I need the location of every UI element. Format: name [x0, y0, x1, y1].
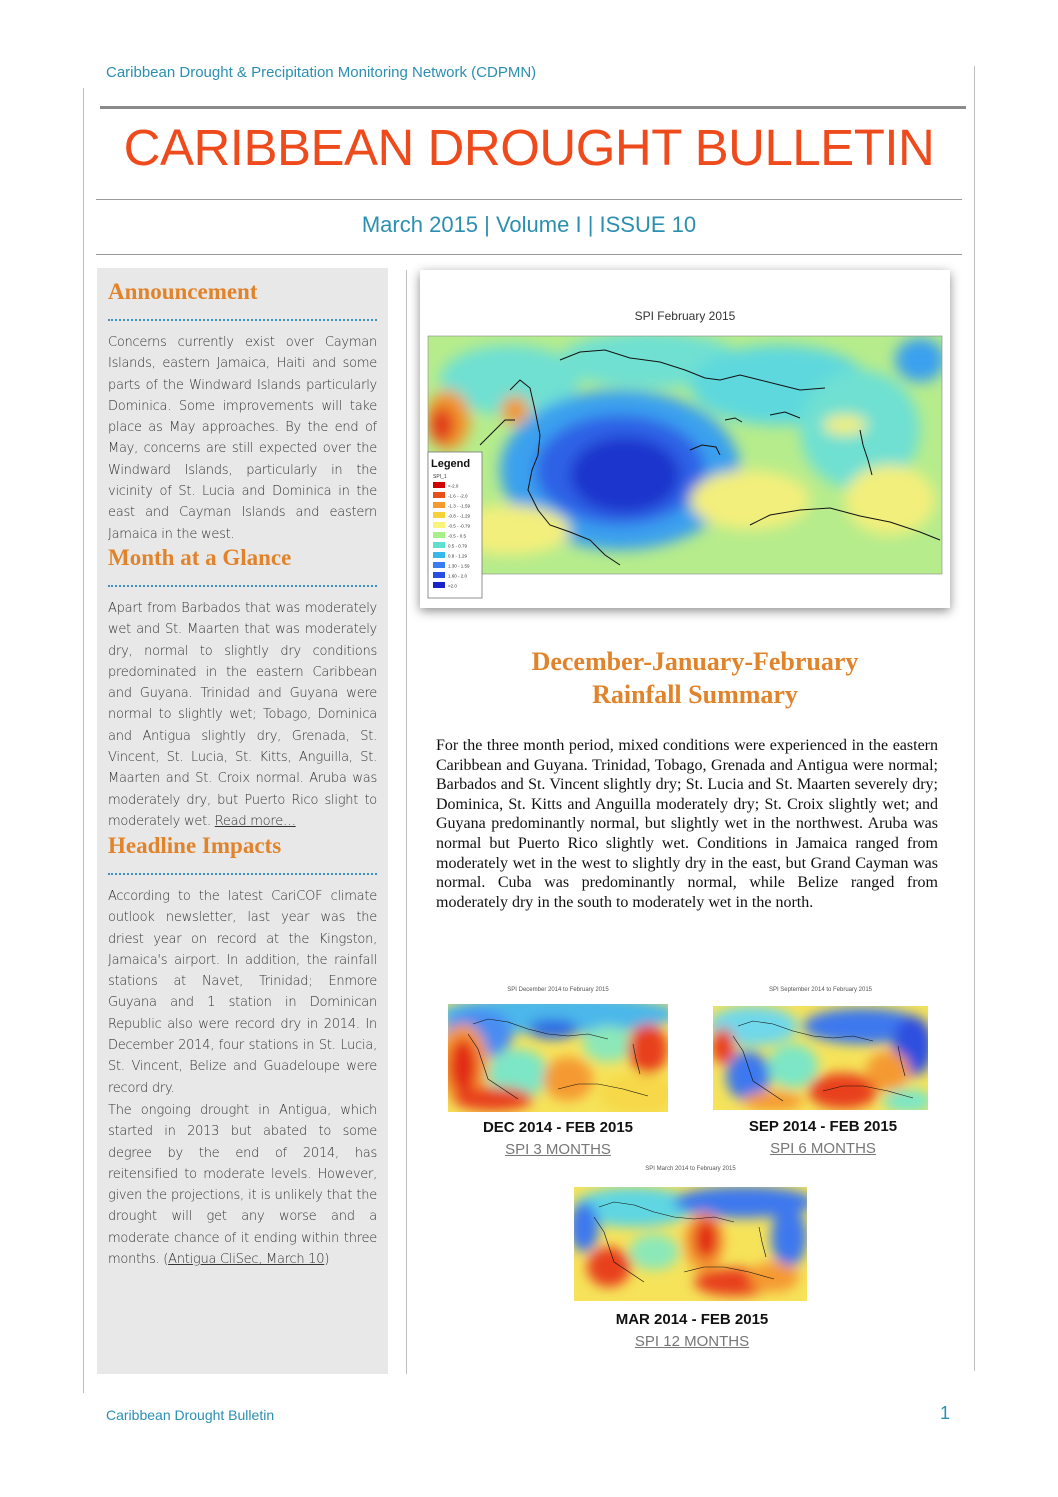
map-legend — [428, 452, 482, 598]
legend-label: -1.3 - -1.59 — [448, 503, 471, 509]
small-map-1-caption: DEC 2014 - FEB 2015 — [482, 1119, 634, 1136]
issue-line: March 2015 | Volume I | ISSUE 10 — [361, 212, 697, 237]
glance-text — [108, 598, 377, 832]
summary-text: For the three month period, mixed conditions were experienced in the eastern Caribbean and Guyana. Trinidad, Tobago, Grenada and Antigua were normal; Barbados and St. Vincent slightly dry; St. Lucia and St. Maarten severely dry; Dominica, St. Kitts and Anguilla moderately dry; St. Croix slightly wet; and Guyana predominantly normal, but slightly wet in the northwest. Aruba was normal but Puerto Rico slightly wet. Conditions in Jamaica ranged from moderately wet in the west to slightly dry in the east, but Grand Cayman was normal. Cuba was predominantly normal, while Belize ranged from moderately dry in the south to moderately wet in the north. — [436, 737, 938, 911]
small-map-1-title: SPI December 2014 to February 2015 — [507, 987, 609, 993]
left-margin-line — [83, 88, 84, 1393]
spi-12-month-map — [574, 1187, 807, 1301]
legend-swatch — [433, 582, 445, 588]
spi-map-figure — [420, 270, 950, 608]
issue-rule — [96, 254, 962, 255]
legend-label: -0.5 - -0.79 — [448, 523, 471, 529]
antigua-clisec-link[interactable]: Antigua CliSec, March 10 — [168, 1252, 325, 1268]
legend-swatch — [433, 532, 445, 538]
small-map-3-title: SPI March 2014 to February 2015 — [645, 1166, 736, 1172]
impacts-heading: Headline Impacts — [108, 833, 282, 858]
spi-map — [420, 270, 950, 608]
legend-swatch — [433, 552, 445, 558]
legend-swatch — [433, 492, 445, 498]
legend-subtitle: SPI_1 — [433, 474, 447, 480]
bulletin-title: CARIBBEAN DROUGHT BULLETIN — [123, 119, 935, 176]
footer-title: Caribbean Drought Bulletin — [106, 1407, 275, 1423]
legend-swatch — [433, 482, 445, 488]
header-rule — [100, 106, 966, 109]
legend-label: 1.60 - 2.0 — [448, 573, 468, 579]
legend-label: -1.6 - -2.0 — [448, 493, 468, 499]
glance-heading: Month at a Glance — [108, 545, 292, 570]
announcement-heading: Announcement — [108, 279, 258, 304]
small-map-3-caption: MAR 2014 - FEB 2015 — [615, 1311, 769, 1328]
column-divider — [406, 270, 407, 1374]
impacts-text-1: According to the latest CariCOF climate outlook newsletter, last year was the driest year on record at the Kingston, Jamaica's airport. In addition, the rainfall stations at Navet, Trinidad; Enmore Guyana and 1 station in Dominican Republic also were record dry in 2014. In December 2014, four stations in St. Lucia, St. Vincent, Belize and Guadeloupe were record dry. — [108, 889, 377, 1096]
network-name: Caribbean Drought & Precipitation Monitoring Network (CDPMN) — [106, 64, 537, 81]
spi-3-month-map — [448, 1004, 668, 1112]
legend-label: -0.5 - 0.5 — [448, 533, 467, 539]
legend-label: 0.8 - 1.29 — [448, 553, 468, 559]
glance-body: Apart from Barbados that was moderately wet and St. Maarten that was moderately dry, normal to slightly dry conditions predominated in the eastern Caribbean and Guyana. Trinidad and Guyana were normal to slightly wet; Tobago, Dominica and Antigua slightly dry, Grenada, St. Vincent, St. Lucia, St. Kitts, Anguilla, St. Maarten and St. Croix normal. Aruba was moderately dry, but Puerto Rico slight to moderately wet. — [108, 601, 377, 829]
small-map-3-link[interactable]: SPI 12 MONTHS — [634, 1333, 750, 1350]
map-title-area — [428, 278, 942, 336]
title-rule — [96, 199, 962, 200]
summary-heading — [430, 645, 960, 711]
spi-field — [426, 332, 945, 574]
page-number: 1 — [940, 1403, 951, 1423]
legend-swatch — [433, 542, 445, 548]
read-more-link[interactable]: Read more… — [214, 813, 296, 829]
legend-swatch — [433, 562, 445, 568]
announcement-text: Concerns currently exist over Cayman Islands, eastern Jamaica, Haiti and some parts of the Windward Islands particularly Dominica. Some improvements will take place as May approaches. By the end of May, concerns are still expected over the Windward Islands, particularly in the vicinity of St. Lucia and Dominica in the east and Cayman Islands and eastern Jamaica in the west. — [108, 335, 377, 542]
legend-label: 1.30 - 1.59 — [448, 563, 470, 569]
legend-swatch — [433, 572, 445, 578]
dotted-divider — [108, 585, 377, 587]
small-map-1-link[interactable]: SPI 3 MONTHS — [505, 1141, 611, 1158]
impacts-body-2: The ongoing drought in Antigua, which started in 2013 but abated to some degree by the end of 2014, has reitensified to moderate levels. However, given the projections, it is unlikely that the drought will get any worse and a moderate chance of it ending within three months. ( — [108, 1103, 377, 1268]
right-margin-line — [974, 66, 975, 1371]
dotted-divider — [108, 873, 377, 875]
dotted-divider — [108, 319, 377, 321]
legend-swatch — [433, 522, 445, 528]
impacts-text-2 — [108, 1100, 377, 1270]
legend-swatch — [433, 512, 445, 518]
impacts-paren: ) — [324, 1252, 330, 1268]
small-map-2-title: SPI September 2014 to February 2015 — [768, 987, 873, 993]
legend-label: >2.0 — [448, 583, 457, 589]
map-title: SPI February 2015 — [634, 309, 736, 323]
small-map-2-link[interactable]: SPI 6 MONTHS — [770, 1140, 876, 1157]
legend-label: 0.5 - 0.79 — [448, 543, 468, 549]
summary-heading-line1: December-January-February — [531, 647, 859, 676]
legend-swatch — [433, 502, 445, 508]
spi-6-month-map — [713, 1006, 928, 1110]
summary-heading-line2: Rainfall Summary — [592, 680, 798, 709]
legend-label: <-2.0 — [448, 483, 459, 489]
legend-title: Legend — [431, 458, 471, 470]
small-map-2-caption: SEP 2014 - FEB 2015 — [748, 1118, 898, 1135]
legend-label: -0.8 - -1.29 — [448, 513, 471, 519]
